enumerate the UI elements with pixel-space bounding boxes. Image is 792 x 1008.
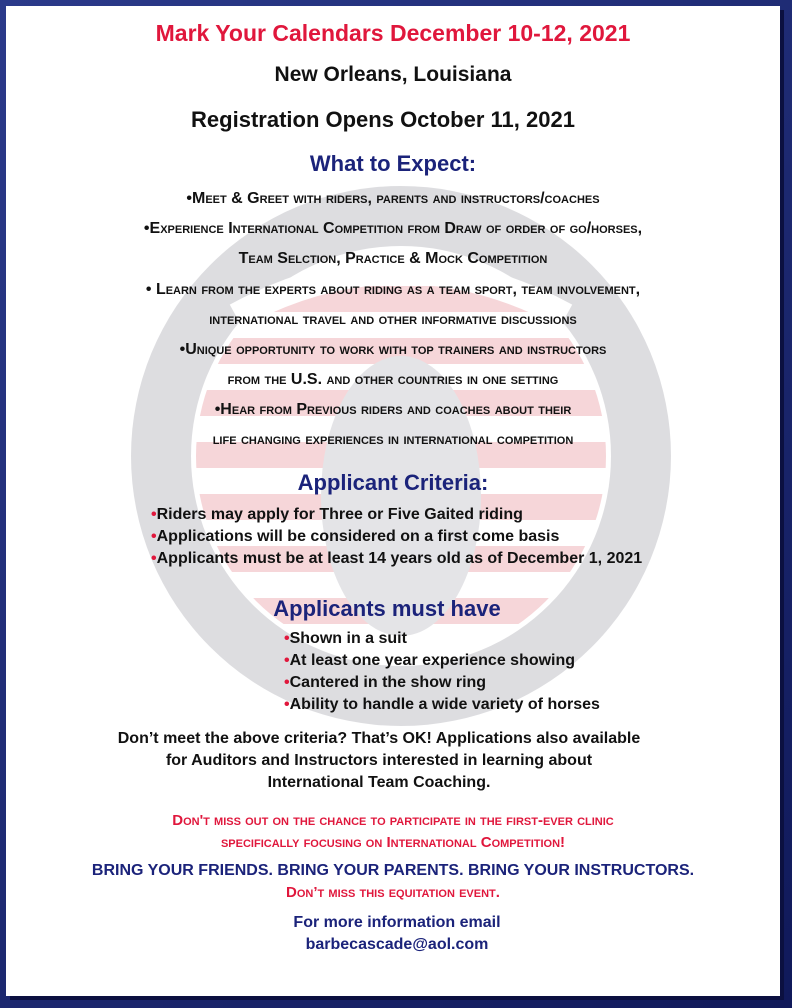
must-have-item: •Cantered in the show ring [284,674,487,691]
cta-line-1: Don't miss out on the chance to participate in the first-ever clinic [172,812,614,829]
registration-date: Registration Opens October 11, 2021 [191,107,575,132]
expect-line-2: •Experience International Competition from Draw of order of go/horses, [143,220,643,237]
contact-email[interactable]: barbecascade@aol.com [305,936,489,953]
bring-friends-line: BRING YOUR FRIENDS. BRING YOUR PARENTS. BRING YOUR INSTRUCTORS. [91,862,695,879]
expect-line-9: life changing experiences in international competition [212,431,574,448]
expect-line-6: •Unique opportunity to work with top trainers and instructors [179,341,607,358]
must-have-item: •Ability to handle a wide variety of horses [284,696,600,713]
must-have-list [284,628,600,716]
applicant-criteria-heading: Applicant Criteria: [297,470,489,495]
flyer-content [6,6,780,996]
contact-line: For more information email [293,914,501,931]
expect-line-8: •Hear from Previous riders and coaches about their [214,401,572,418]
criteria-list [151,504,642,570]
expect-line-1: •Meet & Greet with riders, parents and instructors/coaches [186,190,600,207]
auditors-line-1: Don’t meet the above criteria? That’s OK! Applications also available [117,730,641,747]
calendar-headline: Mark Your Calendars December 10-12, 2021 [155,20,631,46]
expect-line-3: Team Selction, Practice & Mock Competition [238,250,548,267]
what-to-expect-heading: What to Expect: [309,151,477,176]
event-location: New Orleans, Louisiana [274,63,512,86]
dont-miss-event-line: Don’t miss this equitation event. [286,884,500,901]
auditors-line-3: International Team Coaching. [267,774,491,791]
applicants-must-have-heading: Applicants must have [273,596,501,621]
must-have-item: •Shown in a suit [284,630,407,647]
criteria-item: •Applications will be considered on a first come basis [151,528,560,545]
flyer-sheet [6,6,780,996]
expect-line-4: • Learn from the experts about riding as a team sport, team involvement, [145,281,641,298]
expect-line-5: international travel and other informative discussions [209,311,577,328]
cta-line-2: specifically focusing on International Competition! [220,834,566,851]
must-have-item: •At least one year experience showing [284,652,576,669]
criteria-item: •Applicants must be at least 14 years old as of December 1, 2021 [151,550,643,567]
criteria-item: •Riders may apply for Three or Five Gaited riding [151,506,523,523]
expect-line-7: from the U.S. and other countries in one setting [227,371,559,388]
auditors-line-2: for Auditors and Instructors interested in learning about [165,752,593,769]
